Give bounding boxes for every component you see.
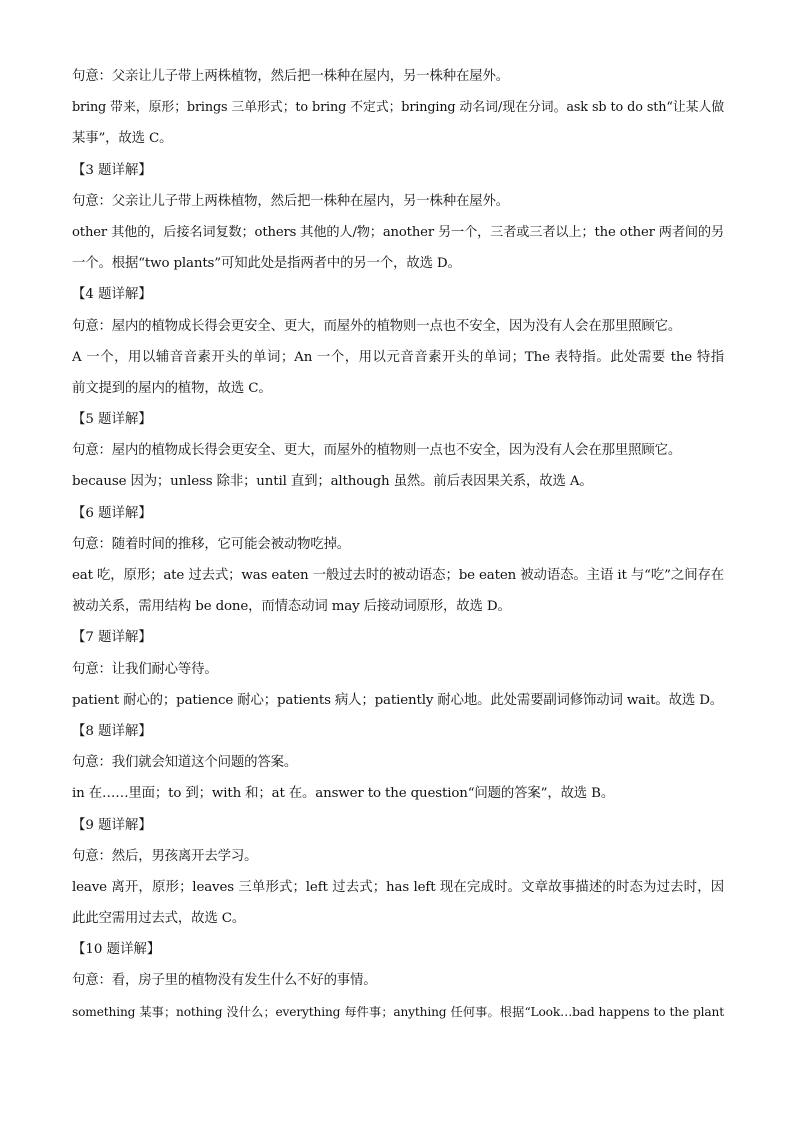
- section-heading: 【3 题详解】: [72, 162, 152, 178]
- paragraph-line: 句意：屋内的植物成长得会更安全、更大，而屋外的植物则一点也不安全，因为没有人会在那里照顾它。: [72, 318, 682, 334]
- paragraph-line: 被动关系，需用结构 be done，而情态动词 may 后接动词原形，故选 D。: [72, 599, 511, 615]
- paragraph-line: other 其他的，后接名词复数；others 其他的人/物；another 另一个，三者或三者以上；the other 两者间的另: [72, 224, 724, 240]
- paragraph-line: something 某事；nothing 没什么；everything 每件事；anything 任何事。根据“Look…bad happens to the plant: [72, 1004, 724, 1019]
- section-heading: 【7 题详解】: [72, 630, 152, 646]
- paragraph-line: 前文提到的屋内的植物，故选 C。: [72, 380, 272, 396]
- paragraph-line: 句意：让我们耐心等待。: [72, 661, 218, 677]
- section-heading: 【9 题详解】: [72, 817, 152, 833]
- paragraph-line: 此此空需用过去式，故选 C。: [72, 911, 246, 927]
- paragraph-line: 句意：看，房子里的植物没有发生什么不好的事情。: [72, 973, 377, 989]
- document-page: [72, 61, 724, 1028]
- paragraph-line: 句意：然后，男孩离开去学习。: [72, 848, 258, 864]
- paragraph-line: 句意：我们就会知道这个问题的答案。: [72, 755, 298, 771]
- paragraph-line: bring 带来，原形；brings 三单形式；to bring 不定式；bringing 动名词/现在分词。ask sb to do sth“让某人做: [72, 100, 724, 116]
- paragraph-line: 某事”，故选 C。: [72, 131, 173, 147]
- paragraph-line: in 在……里面；to 到；with 和；at 在。answer to the question“问题的答案”，故选 B。: [72, 786, 615, 802]
- paragraph-line: 句意：父亲让儿子带上两株植物，然后把一株种在屋内，另一株种在屋外。: [72, 69, 509, 84]
- paragraph-line: patient 耐心的；patience 耐心；patients 病人；patiently 耐心地。此处需要副词修饰动词 wait。故选 D。: [72, 692, 724, 708]
- section-heading: 【10 题详解】: [72, 942, 161, 958]
- paragraph-line: 句意：随着时间的推移，它可能会被动物吃掉。: [72, 536, 351, 552]
- paragraph-line: 一个。根据“two plants”可知此处是指两者中的另一个，故选 D。: [72, 256, 461, 272]
- paragraph-line: A 一个，用以辅音音素开头的单词；An 一个，用以元音音素开头的单词；The 表特指。此处需要 the 特指: [72, 349, 724, 365]
- section-heading: 【8 题详解】: [72, 723, 152, 739]
- paragraph-line: because 因为；unless 除非；until 直到；although 虽然。前后表因果关系，故选 A。: [72, 474, 593, 490]
- section-heading: 【6 题详解】: [72, 505, 152, 521]
- paragraph-line: 句意：父亲让儿子带上两株植物，然后把一株种在屋内，另一株种在屋外。: [72, 193, 509, 209]
- paragraph-line: 句意：屋内的植物成长得会更安全、更大，而屋外的植物则一点也不安全，因为没有人会在那里照顾它。: [72, 443, 682, 459]
- section-heading: 【4 题详解】: [72, 287, 152, 303]
- section-heading: 【5 题详解】: [72, 412, 152, 428]
- paragraph-line: eat 吃，原形；ate 过去式；was eaten 一般过去时的被动语态；be eaten 被动语态。主语 it 与“吃”之间存在: [72, 568, 724, 583]
- paragraph-line: leave 离开，原形；leaves 三单形式；left 过去式；has left 现在完成时。文章故事描述的时态为过去时，因: [72, 879, 724, 895]
